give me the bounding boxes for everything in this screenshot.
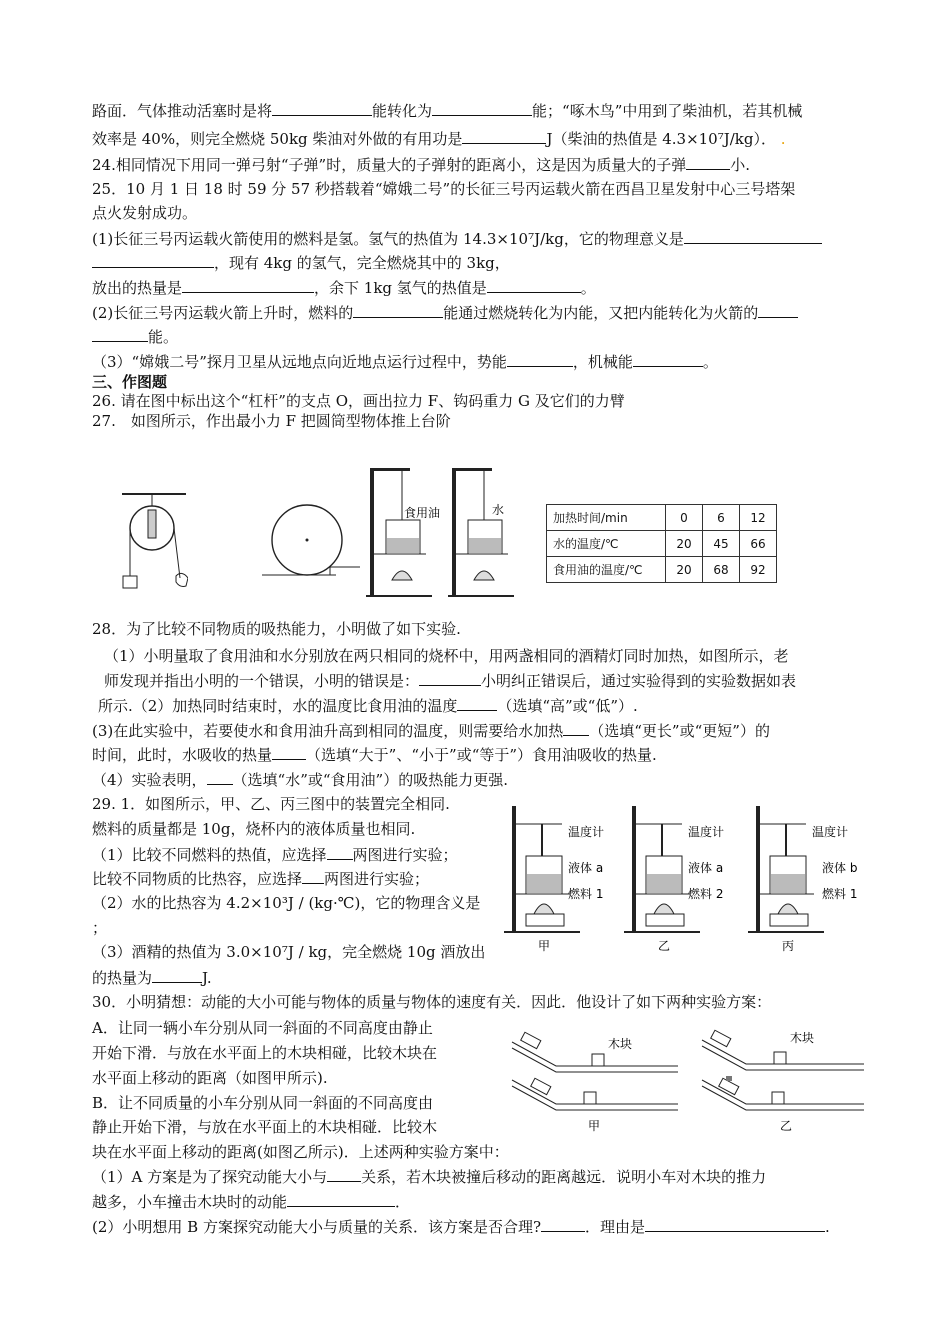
text: ，余下 1kg 氢气的热值是	[314, 279, 487, 297]
block-label: 木块	[790, 1031, 815, 1045]
q29-line-c	[92, 844, 458, 865]
blank[interactable]	[541, 1216, 585, 1232]
q28-line-a: （1）小明量取了食用油和水分别放在两只相同的烧杯中，用两盏相同的酒精灯同时加热，如图所示，老	[104, 647, 789, 665]
q28-line-d	[92, 720, 770, 741]
q30-line-b2: 静止开始下滑，与放在水平面上的木块相碰．比较木	[92, 1118, 438, 1136]
text: 小.	[730, 156, 750, 174]
text: 时间，此时，水吸收的热量	[92, 746, 273, 764]
blank[interactable]	[507, 351, 573, 367]
text: 24.相同情况下用同一弹弓射“子弹”时，质量大的子弹射的距离小，这是因为质量大的子弹	[92, 156, 687, 174]
q25-line-c	[92, 228, 822, 249]
blank[interactable]	[327, 844, 353, 860]
text: J.	[202, 969, 212, 987]
text: (1)长征三号丙运载火箭使用的燃料是氢。氢气的热值为 14.3×10⁷J/kg，它的物理意义是	[92, 230, 684, 248]
text: 放出的热量是	[92, 279, 183, 297]
table-cell: 20	[666, 557, 703, 583]
blank[interactable]	[207, 769, 233, 785]
table-cell: 68	[703, 557, 740, 583]
text: 能。	[148, 328, 179, 346]
text: （3）“嫦娥二号”探月卫星从远地点向近地点运行过程中，势能	[92, 353, 507, 371]
q30-line-d	[92, 1191, 410, 1212]
caption-bing: 丙	[782, 939, 795, 953]
q25-line-d	[92, 252, 510, 273]
ramp-yi-bottom	[702, 1076, 864, 1133]
text: 能转化为	[372, 102, 433, 120]
text: （选填“水”或“食用油”）的吸热能力更强.	[232, 771, 508, 789]
setup-jia	[504, 806, 604, 953]
blank[interactable]	[684, 228, 822, 244]
text: 越多，小车撞击木块时的动能	[92, 1193, 288, 1211]
table-cell: 6	[703, 505, 740, 531]
table-cell: 45	[703, 531, 740, 557]
block-label: 木块	[608, 1037, 633, 1051]
q29-line-f: ；	[92, 919, 108, 937]
q29-line-e: （2）水的比热容为 4.2×10³J / (kg·℃)，它的物理含义是	[92, 894, 481, 912]
q28-line-f	[92, 769, 508, 790]
cylinder-step-figure	[262, 495, 362, 580]
fuel-label: 燃料 2	[688, 887, 724, 901]
fuel-comparison-figure	[500, 802, 870, 957]
blank[interactable]	[182, 277, 314, 293]
q30: 30．小明猜想：动能的大小可能与物体的质量与物体的速度有关．因此．他设计了如下两种实验方案：	[92, 993, 772, 1011]
blank[interactable]	[353, 302, 443, 318]
blank[interactable]	[287, 1191, 395, 1207]
table-cell: 66	[740, 531, 777, 557]
thermometer-label: 温度计	[812, 825, 849, 839]
text: (2）小明想用 B 方案探究动能大小与质量的关系．该方案是否合理?	[92, 1218, 541, 1236]
table-row	[547, 505, 777, 531]
q30-line-b1: B．让不同质量的小车分别从同一斜面的不同高度由	[92, 1094, 434, 1112]
blank[interactable]	[152, 967, 202, 983]
q24	[92, 154, 750, 175]
pulley-lever-figure	[118, 478, 188, 598]
thermometer-label: 温度计	[568, 825, 605, 839]
thermometer-label: 温度计	[688, 825, 725, 839]
kinetic-energy-figure	[508, 1028, 868, 1140]
fuel-label: 燃料 1	[568, 887, 604, 901]
text: (2)长征三号丙运载火箭上升时，燃料的	[92, 304, 354, 322]
table-cell: 20	[666, 531, 703, 557]
liquid-label: 液体 b	[822, 861, 858, 875]
blank[interactable]	[487, 277, 581, 293]
text: J（柴油的热值是 4.3×10⁷J/kg）．	[546, 130, 777, 148]
q29-line-h	[92, 967, 212, 988]
table-row	[547, 531, 777, 557]
q28-line-e	[92, 744, 657, 765]
text: （4）实验表明，	[92, 771, 207, 789]
blank[interactable]	[272, 100, 372, 116]
q29-line-d	[92, 868, 429, 889]
text: 小明纠正错误后，通过实验得到的实验数据如表	[481, 672, 797, 690]
q29-line-b: 燃料的质量都是 10g，烧杯内的液体质量也相同.	[92, 820, 416, 838]
ramp-jia-bottom	[512, 1078, 678, 1133]
text: .	[825, 1218, 830, 1236]
blank[interactable]	[645, 1216, 825, 1232]
text: 。	[580, 279, 596, 297]
water-label: 水	[492, 503, 505, 517]
text: 能通过燃烧转化为内能，又把内能转化为火箭的	[443, 304, 759, 322]
liquid-label: 液体 a	[688, 861, 724, 875]
oil-label: 食用油	[404, 506, 441, 520]
q30-line-b3: 块在水平面上移动的距离(如图乙所示)．上述两种实验方案中：	[92, 1143, 509, 1161]
q29-line-g: （3）酒精的热值为 3.0×10⁷J / kg，完全燃烧 10g 酒放出	[92, 943, 486, 961]
blank[interactable]	[633, 351, 703, 367]
q25-line-a: 25．10 月 1 日 18 时 59 分 57 秒搭载着“嫦娥二号”的长征三号丙运载火箭在西昌卫星发射中心三号塔架	[92, 180, 796, 198]
text: 师发现并指出小明的一个错误，小明的错误是：	[104, 672, 420, 690]
blank[interactable]	[419, 670, 481, 686]
setup-yi	[624, 806, 724, 953]
blank[interactable]	[758, 302, 798, 318]
table-cell: 加热时间/min	[547, 505, 666, 531]
text: 所示.（2）加热同时结束时，水的温度比食用油的温度	[98, 697, 458, 715]
ramp-jia-top	[512, 1032, 678, 1072]
text: 两图进行实验；	[352, 846, 458, 864]
text: （选填“高”或“低”）.	[497, 697, 638, 715]
text: （选填“大于”、“小于”或“等于”）食用油吸收的热量.	[306, 746, 657, 764]
q27: 27. 如图所示，作出最小力 F 把圆筒型物体推上台阶	[92, 412, 451, 430]
blank[interactable]	[432, 100, 532, 116]
table-cell: 92	[740, 557, 777, 583]
text: （1）比较不同燃料的热值，应选择	[92, 846, 327, 864]
q28-line-b	[104, 670, 796, 691]
caption-jia: 甲	[588, 1119, 601, 1133]
q25-line-b: 点火发射成功。	[92, 204, 198, 222]
text: 。	[702, 353, 718, 371]
text: （选填“更长”或“更短”）的	[589, 722, 770, 740]
text: （1）A 方案是为了探究动能大小与	[92, 1168, 328, 1186]
blank[interactable]	[563, 720, 589, 736]
line-2: 效率是 40%，则完全燃烧 50kg 柴油对外做的有用功是 J（柴油的热值是 4.3×10⁷J/kg）． .	[92, 130, 786, 148]
text: ，现有 4kg 的氢气，完全燃烧其中的 3kg，	[214, 254, 510, 272]
text: 关系，若木块被撞后移动的距离越远．说明小车对木块的推力	[361, 1168, 767, 1186]
q30-line-a2: 开始下滑．与放在水平面上的木块相碰，比较木块在	[92, 1044, 438, 1062]
table-cell: 12	[740, 505, 777, 531]
q28-line-c	[98, 695, 638, 716]
blank[interactable]	[92, 326, 148, 342]
setup-bing	[748, 806, 857, 953]
caption-yi: 乙	[658, 939, 671, 953]
q30-line-c	[92, 1166, 766, 1187]
blank[interactable]	[462, 128, 546, 144]
blank[interactable]	[686, 154, 730, 170]
q26: 26. 请在图中标出这个“杠杆”的支点 O，画出拉力 F、钩码重力 G 及它们的力臂	[92, 392, 625, 410]
data-table-28	[546, 504, 777, 583]
q29-line-a: 29. 1．如图所示，甲、乙、丙三图中的装置完全相同.	[92, 795, 450, 813]
fuel-label: 燃料 1	[822, 887, 858, 901]
blank[interactable]	[92, 252, 214, 268]
text: 路面．气体推动活塞时是将	[92, 102, 273, 120]
liquid-label: 液体 a	[568, 861, 604, 875]
text: 两图进行实验；	[324, 870, 430, 888]
blank[interactable]	[272, 744, 306, 760]
blank[interactable]	[457, 695, 497, 711]
q30-line-a1: A．让同一辆小车分别从同一斜面的不同高度由静止	[92, 1019, 433, 1037]
text: ．	[395, 1193, 411, 1211]
caption-jia: 甲	[538, 939, 551, 953]
blank[interactable]	[302, 868, 324, 884]
text: ，机械能	[572, 353, 633, 371]
q30-line-a3: 水平面上移动的距离（如图甲所示).	[92, 1069, 328, 1087]
text: 比较不同物质的比热容，应选择	[92, 870, 303, 888]
blank[interactable]	[327, 1166, 361, 1182]
q25-line-e	[92, 277, 596, 298]
text: 能；“啄木鸟”中用到了柴油机，若其机械	[532, 102, 803, 120]
table-cell: 食用油的温度/℃	[547, 557, 666, 583]
q30-line-e	[92, 1216, 830, 1237]
q25-line-g	[92, 326, 178, 347]
text: 的热量为	[92, 969, 153, 987]
q25-line-f	[92, 302, 798, 323]
heating-apparatus-figure	[362, 462, 522, 602]
table-row	[547, 557, 777, 583]
ramp-yi-top	[702, 1030, 864, 1070]
text: (3)在此实验中，若要使水和食用油升高到相同的温度，则需要给水加热	[92, 722, 564, 740]
section-3-heading: 三、作图题	[92, 373, 168, 391]
text: 效率是 40%，则完全燃烧 50kg 柴油对外做的有用功是	[92, 130, 463, 148]
table-cell: 水的温度/℃	[547, 531, 666, 557]
caption-yi: 乙	[780, 1119, 793, 1133]
line-1	[92, 100, 802, 121]
table-cell: 0	[666, 505, 703, 531]
text: ．理由是	[585, 1218, 646, 1236]
q28: 28．为了比较不同物质的吸热能力，小明做了如下实验.	[92, 620, 461, 638]
q25-line-h	[92, 351, 718, 372]
